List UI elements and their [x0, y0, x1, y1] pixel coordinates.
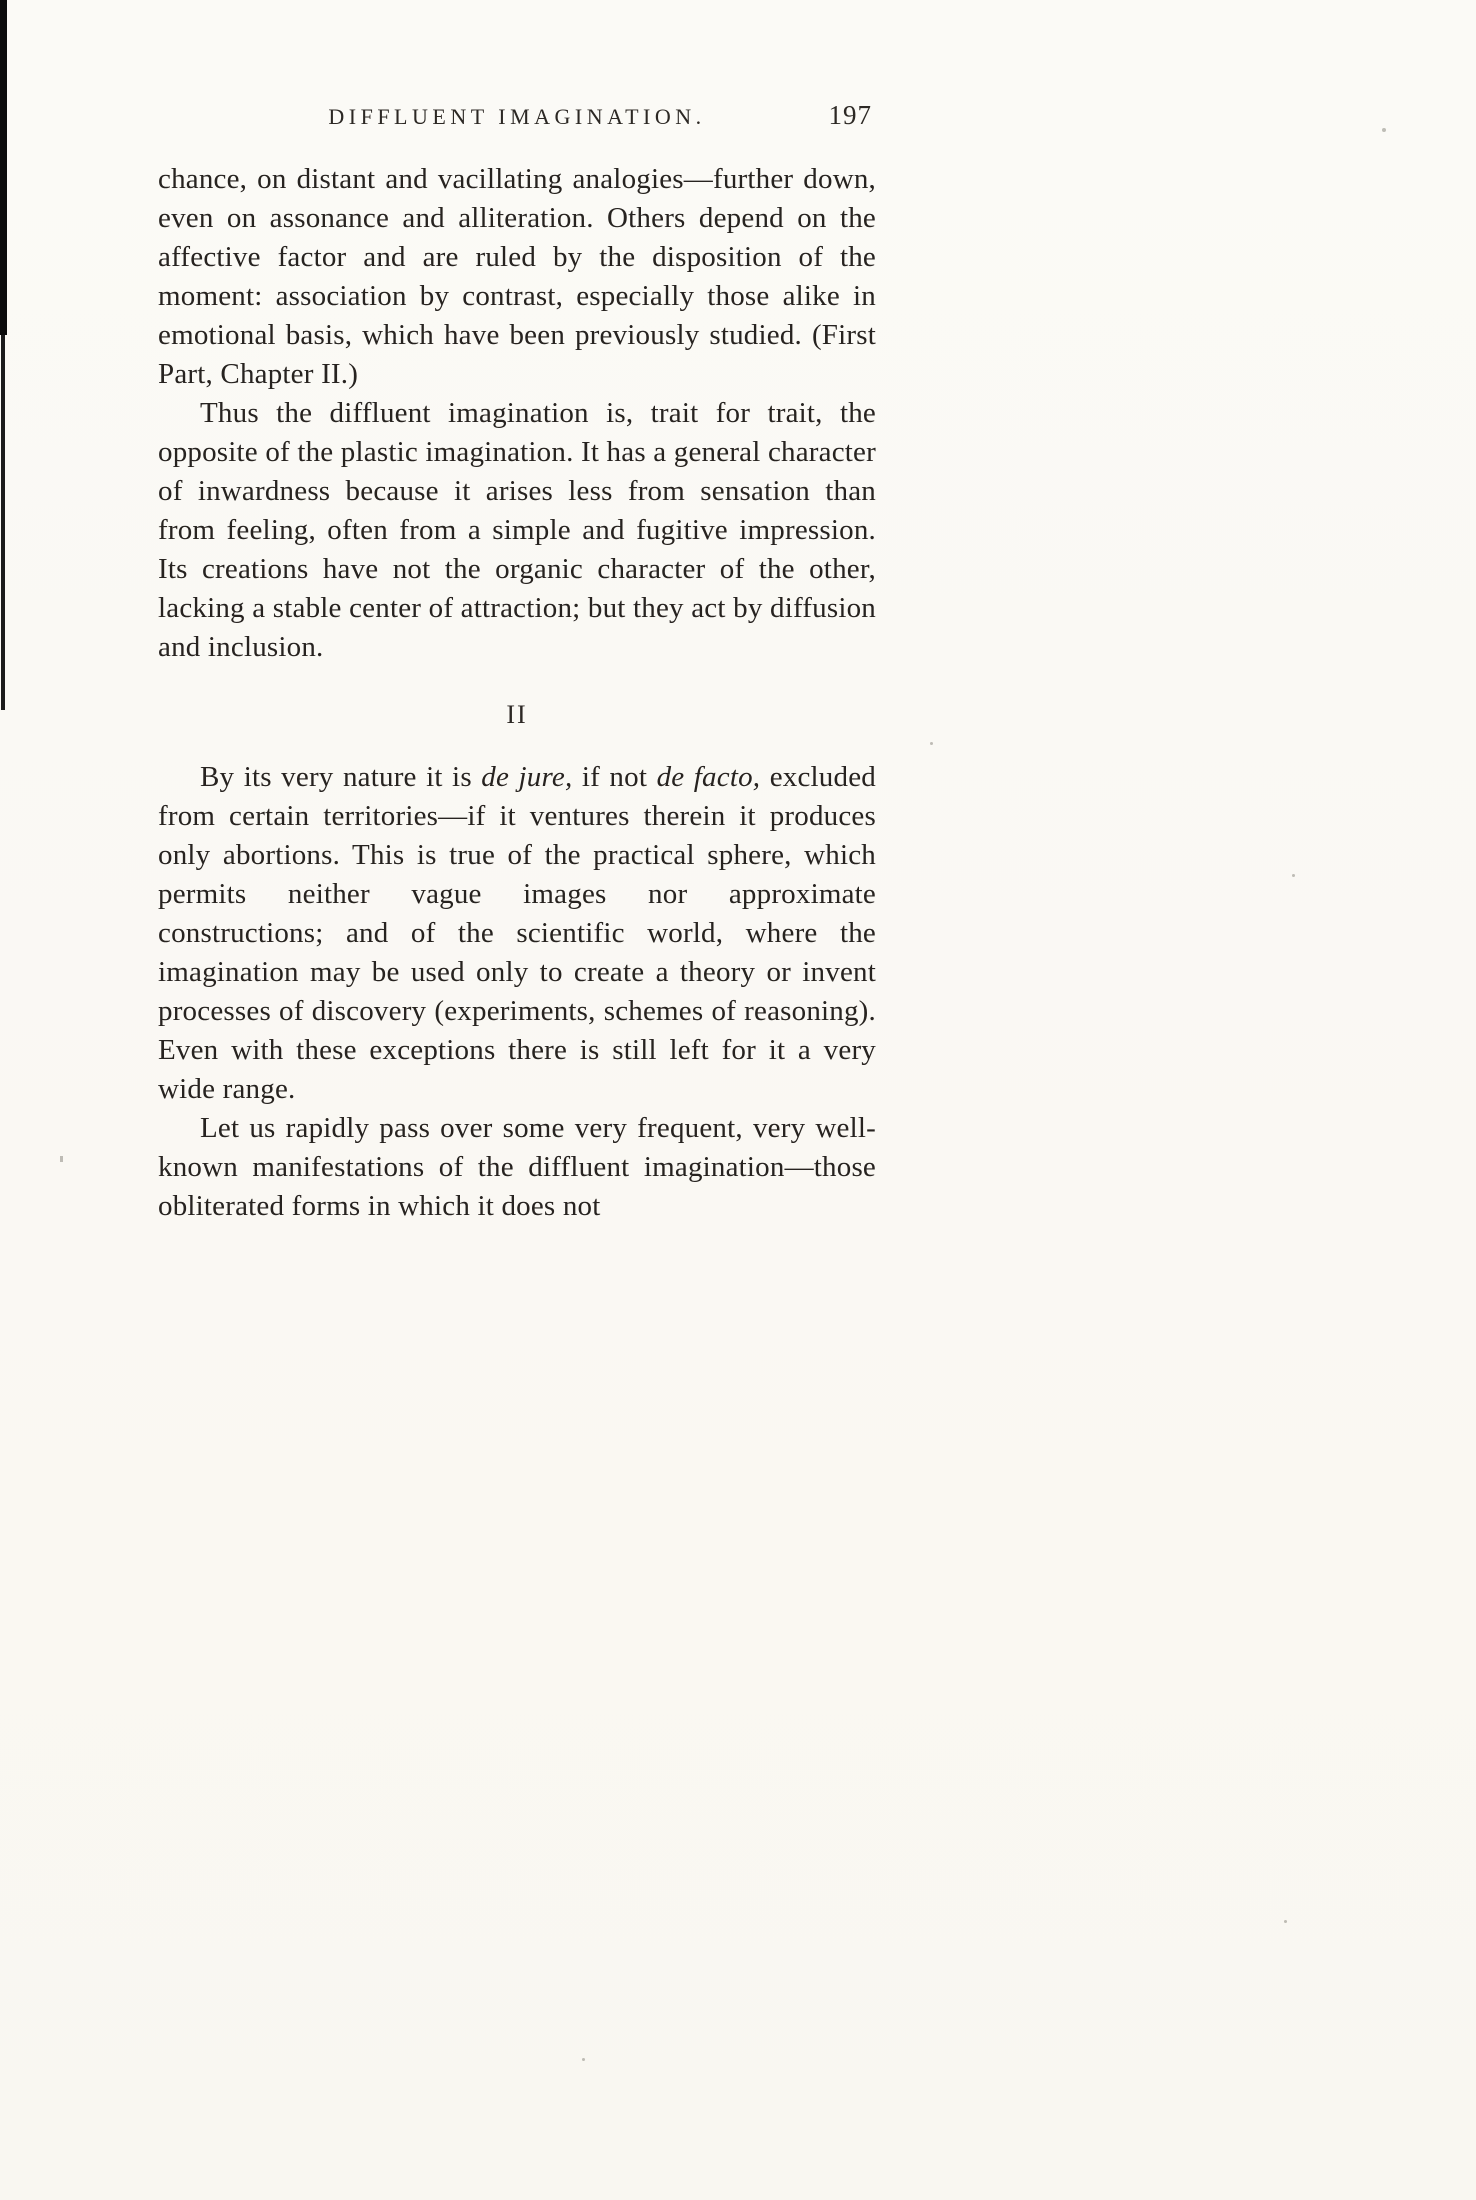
scan-speck — [1382, 128, 1386, 132]
italic-segment: de jure, — [481, 761, 573, 793]
scan-speck — [582, 2058, 585, 2061]
text-segment: excluded from certain territories—if it ventures therein it produces only abortions. This is true of the practical sphere, which permits neither vague images nor approximate constructions; and of the scientific world, where the imagination may be used only to create a theory or invent processes of discovery (experiments, schemes of reasoning). Even with these exceptions there is still left for it a very wide range. — [158, 761, 876, 1105]
scan-speck — [1292, 874, 1295, 877]
running-title: DIFFLUENT IMAGINATION. — [328, 104, 706, 129]
scan-speck — [1284, 1920, 1287, 1923]
paragraph: Thus the diffluent imagination is, trait for trait, the opposite of the plastic imagination. It has a general character of inwardness because it arises less from sensation than from feeling, often from a simple and fugitive impression. Its creations have not the organic character of the other, lacking a stable center of attraction; but they act by diffusion and inclusion. — [158, 397, 876, 663]
scan-binding-line-upper — [0, 0, 7, 335]
scan-speck — [930, 742, 933, 745]
paragraph: Let us rapidly pass over some very frequent, very well-known manifestations of the diffluent imagination—those obliterated forms in which it does not — [158, 1112, 876, 1222]
text-block — [158, 160, 876, 1226]
page-number: 197 — [828, 100, 872, 130]
paragraph — [158, 758, 876, 1109]
page-header — [158, 100, 876, 138]
scan-binding-line-lower — [1, 335, 5, 710]
text-segment: if not — [572, 761, 657, 793]
italic-segment: de facto, — [656, 761, 761, 793]
text-segment: By its very nature it is — [200, 761, 482, 793]
paragraph-continuation: chance, on distant and vacillating analogies—further down, even on assonance and alliteration. Others depend on the affective factor and are ruled by the disposition of the moment: association by contrast, especially those alike in emotional basis, which have been previously studied. (First Part, Chapter II.) — [158, 163, 876, 390]
scan-speck — [60, 1156, 63, 1162]
section-heading: II — [506, 700, 528, 729]
